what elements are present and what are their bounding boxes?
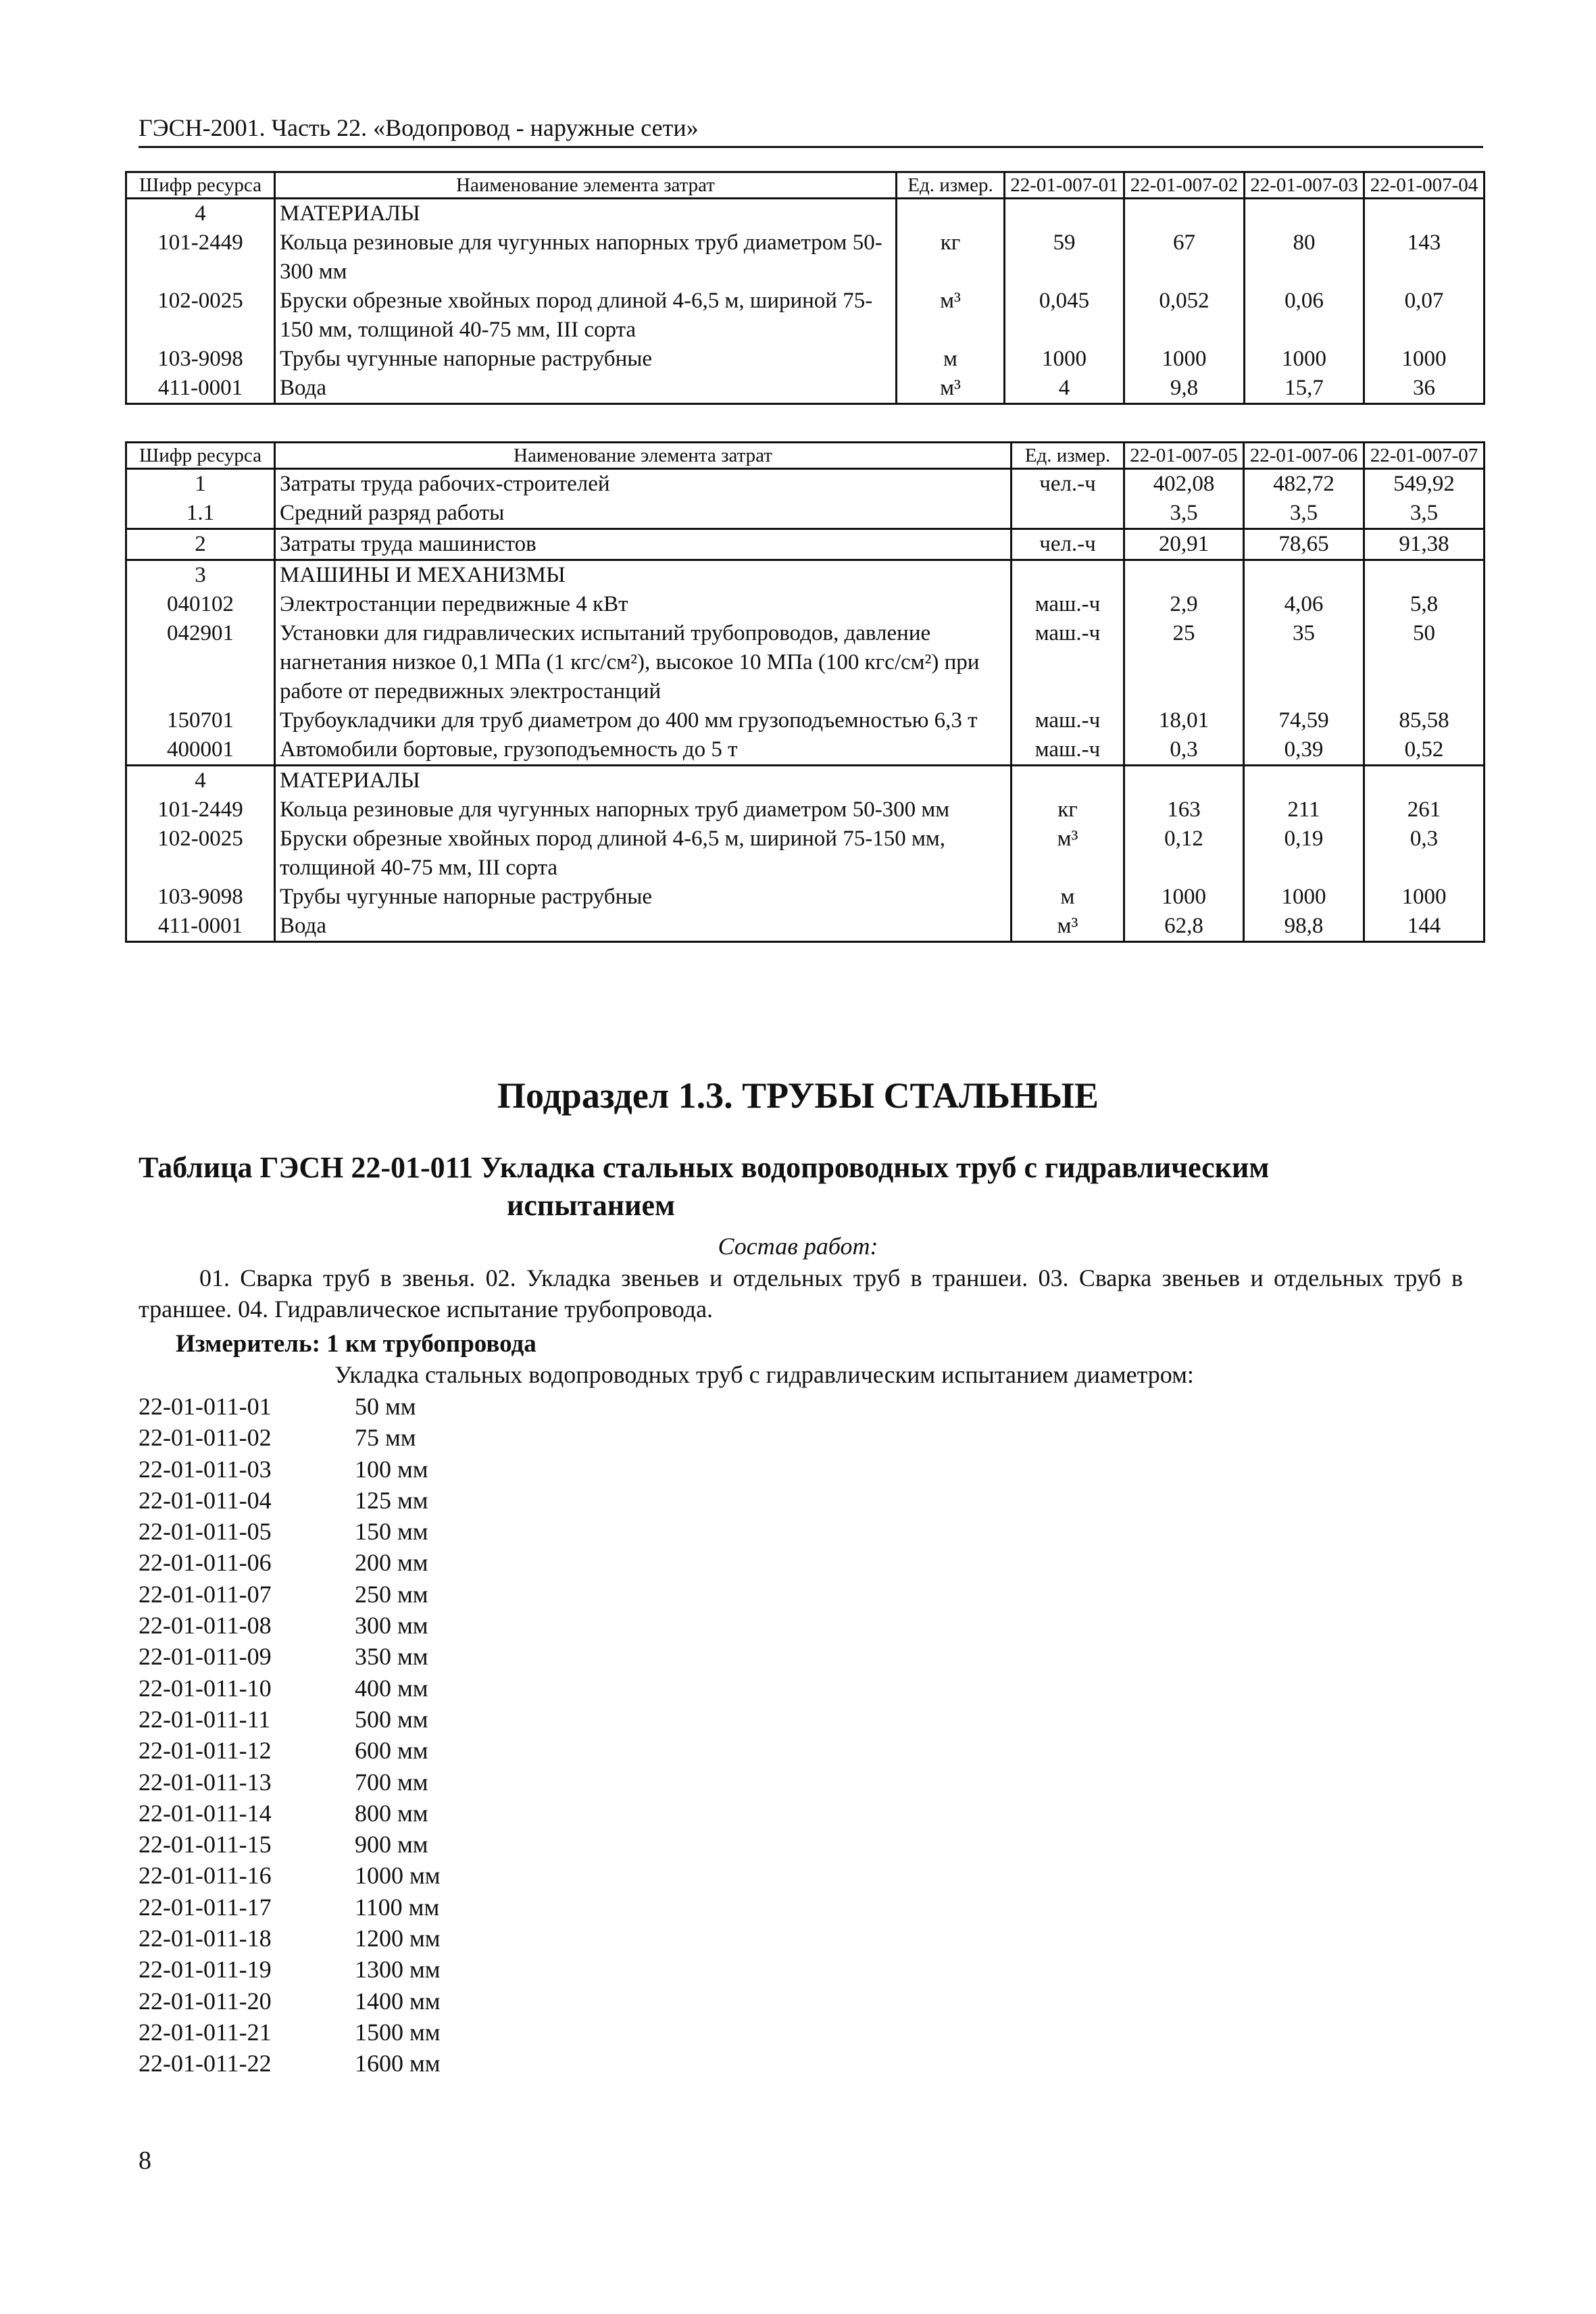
pipe-diameter: 1000 мм — [355, 1862, 441, 1890]
norm-value: 4 — [1005, 374, 1124, 404]
resource-name: Установки для гидравлических испытаний трубопроводов, давление нагнетания низкое 0,1 МПа (1 кгс/см²), высокое 10 МПа (100 кгс/см²) при работе от передвижных электростанций — [275, 619, 1012, 706]
norm-code: 22-01-011-18 — [139, 1925, 272, 1952]
resource-code: 400001 — [126, 735, 275, 766]
norm-value: 78,65 — [1244, 529, 1364, 560]
norm-value: 0,06 — [1245, 287, 1364, 345]
resource-unit: кг — [897, 228, 1005, 287]
col-norm-header: 22-01-007-05 — [1124, 443, 1244, 469]
list-item — [139, 1641, 441, 1672]
resource-code: 040102 — [126, 590, 275, 619]
norm-value — [1364, 766, 1485, 796]
resource-unit — [897, 199, 1005, 229]
resource-unit: м³ — [1012, 912, 1124, 942]
resource-code: 411-0001 — [126, 374, 275, 404]
norm-code: 22-01-011-22 — [139, 2050, 272, 2077]
norm-code: 22-01-011-16 — [139, 1862, 272, 1890]
table-row — [126, 912, 1485, 942]
resource-code: 102-0025 — [126, 824, 275, 883]
norm-value: 5,8 — [1364, 590, 1485, 619]
resource-name: Затраты труда машинистов — [275, 529, 1012, 560]
list-item — [139, 1547, 441, 1578]
resource-code: 4 — [126, 766, 275, 796]
norm-code: 22-01-011-11 — [139, 1705, 271, 1733]
norm-code: 22-01-011-12 — [139, 1737, 272, 1765]
list-item — [139, 1986, 441, 2017]
col-name-header: Наименование элемента затрат — [275, 172, 897, 199]
norm-value: 98,8 — [1244, 912, 1364, 942]
col-code-header: Шифр ресурса — [126, 172, 275, 199]
resource-unit: маш.-ч — [1012, 619, 1124, 706]
table-title-line: испытанием — [507, 1189, 675, 1222]
resource-name: Средний разряд работы — [275, 499, 1012, 529]
pipe-diameter: 400 мм — [355, 1674, 428, 1702]
table-row — [126, 795, 1485, 824]
pipe-diameter: 250 мм — [355, 1580, 428, 1608]
resource-name: Вода — [275, 912, 1012, 942]
resource-unit: м³ — [897, 287, 1005, 345]
resource-code: 101-2449 — [126, 228, 275, 287]
norm-value — [1364, 560, 1485, 591]
pipe-diameter: 125 мм — [355, 1486, 428, 1514]
resource-code: 101-2449 — [126, 795, 275, 824]
col-norm-header: 22-01-007-06 — [1244, 443, 1364, 469]
subsection-title: Подраздел 1.3. ТРУБЫ СТАЛЬНЫЕ — [497, 1075, 1099, 1116]
table-row — [126, 228, 1485, 287]
norm-value: 0,045 — [1005, 287, 1124, 345]
list-item — [139, 1892, 441, 1923]
pipe-diameter: 700 мм — [355, 1768, 428, 1796]
resource-unit — [1012, 766, 1124, 796]
norm-value: 3,5 — [1124, 499, 1244, 529]
pipe-diameter: 1200 мм — [355, 1925, 441, 1952]
col-norm-header: 22-01-007-03 — [1245, 172, 1364, 199]
norm-code: 22-01-011-03 — [139, 1455, 272, 1483]
norm-value — [1244, 560, 1364, 591]
resource-unit: маш.-ч — [1012, 706, 1124, 735]
norm-value: 1000 — [1124, 345, 1245, 374]
norm-value: 0,3 — [1364, 824, 1485, 883]
list-item — [139, 1516, 441, 1547]
table-title-line: Таблица ГЭСН 22-01-011 Укладка стальных водопроводных труб с гидравлическим — [139, 1151, 1270, 1184]
list-item — [139, 1610, 441, 1641]
col-unit-header: Ед. измер. — [1012, 443, 1124, 469]
list-item — [139, 1673, 441, 1704]
table-row — [126, 883, 1485, 912]
table-row — [126, 560, 1485, 591]
list-item — [139, 2017, 441, 2048]
resource-name: МАШИНЫ И МЕХАНИЗМЫ — [275, 560, 1012, 591]
list-item — [139, 1704, 441, 1735]
works-description: 01. Сварка труб в звенья. 02. Укладка звеньев и отдельных труб в траншеи. 03. Сварка звеньев и отдельных труб в траншее. 04. Гидравлическое испытание трубопровода. — [139, 1264, 1463, 1323]
resource-unit: чел.-ч — [1012, 529, 1124, 560]
norm-value: 59 — [1005, 228, 1124, 287]
resource-code: 042901 — [126, 619, 275, 706]
norm-value: 402,08 — [1124, 469, 1244, 499]
table-title — [139, 1149, 1483, 1225]
resource-code: 150701 — [126, 706, 275, 735]
resource-unit: м³ — [1012, 824, 1124, 883]
norm-value: 25 — [1124, 619, 1244, 706]
table-row — [126, 529, 1485, 560]
norm-value: 1000 — [1364, 345, 1485, 374]
norm-value — [1364, 199, 1485, 229]
norm-value: 62,8 — [1124, 912, 1244, 942]
table-header-row — [126, 172, 1485, 199]
resource-code: 2 — [126, 529, 275, 560]
resource-unit — [1012, 560, 1124, 591]
norm-code: 22-01-011-21 — [139, 2018, 272, 2046]
table-row — [126, 374, 1485, 404]
norm-value: 35 — [1244, 619, 1364, 706]
table-row — [126, 590, 1485, 619]
norm-value: 482,72 — [1244, 469, 1364, 499]
resource-name: Бруски обрезные хвойных пород длиной 4-6,5 м, шириной 75-150 мм, толщиной 40-75 мм, III сорта — [275, 287, 897, 345]
pipe-diameter: 1300 мм — [355, 1956, 441, 1984]
list-item — [139, 1485, 441, 1516]
norm-code: 22-01-011-17 — [139, 1893, 272, 1921]
col-unit-header: Ед. измер. — [897, 172, 1005, 199]
norm-value: 211 — [1244, 795, 1364, 824]
table-row — [126, 499, 1485, 529]
norm-value: 1000 — [1124, 883, 1244, 912]
norm-value: 3,5 — [1364, 499, 1485, 529]
resource-name: Трубы чугунные напорные раструбные — [275, 345, 897, 374]
resource-code: 3 — [126, 560, 275, 591]
table-row — [126, 345, 1485, 374]
norms-intro: Укладка стальных водопроводных труб с гидравлическим испытанием диаметром: — [334, 1361, 1194, 1388]
norm-code-list — [139, 1391, 441, 2079]
list-item — [139, 1422, 441, 1453]
list-item — [139, 1829, 441, 1860]
norm-value: 163 — [1124, 795, 1244, 824]
col-norm-header: 22-01-007-04 — [1364, 172, 1485, 199]
norm-value: 9,8 — [1124, 374, 1245, 404]
col-code-header: Шифр ресурса — [126, 443, 275, 469]
norm-value: 0,12 — [1124, 824, 1244, 883]
list-item — [139, 2048, 441, 2079]
resource-name: Затраты труда рабочих-строителей — [275, 469, 1012, 499]
pipe-diameter: 150 мм — [355, 1518, 428, 1546]
norm-code: 22-01-011-20 — [139, 1987, 272, 2015]
norm-code: 22-01-011-08 — [139, 1612, 272, 1640]
pipe-diameter: 1100 мм — [355, 1893, 440, 1921]
pipe-diameter: 500 мм — [355, 1705, 428, 1733]
col-name-header: Наименование элемента затрат — [275, 443, 1012, 469]
norm-value: 1000 — [1245, 345, 1364, 374]
norm-value: 0,07 — [1364, 287, 1485, 345]
resource-code: 1.1 — [126, 499, 275, 529]
list-item — [139, 1767, 441, 1798]
resource-code: 102-0025 — [126, 287, 275, 345]
pipe-diameter: 200 мм — [355, 1549, 428, 1577]
resource-unit — [1012, 499, 1124, 529]
norm-value: 1000 — [1005, 345, 1124, 374]
resource-name: Вода — [275, 374, 897, 404]
table-row — [126, 469, 1485, 499]
resource-table-007-05-07 — [125, 441, 1485, 943]
norm-value: 0,052 — [1124, 287, 1245, 345]
norm-value: 2,9 — [1124, 590, 1244, 619]
pipe-diameter: 75 мм — [355, 1424, 416, 1452]
list-item — [139, 1860, 441, 1891]
works-heading: Состав работ: — [718, 1233, 878, 1260]
pipe-diameter: 900 мм — [355, 1831, 428, 1858]
norm-value: 144 — [1364, 912, 1485, 942]
norm-value: 0,52 — [1364, 735, 1485, 766]
norm-value: 1000 — [1244, 883, 1364, 912]
resource-unit: м³ — [897, 374, 1005, 404]
pipe-diameter: 350 мм — [355, 1643, 428, 1671]
pipe-diameter: 50 мм — [355, 1393, 416, 1420]
norm-value: 4,06 — [1244, 590, 1364, 619]
resource-name: Трубоукладчики для труб диаметром до 400 мм грузоподъемностью 6,3 т — [275, 706, 1012, 735]
resource-unit: маш.-ч — [1012, 590, 1124, 619]
norm-value — [1124, 199, 1245, 229]
norm-value: 36 — [1364, 374, 1485, 404]
table-row — [126, 287, 1485, 345]
norm-code: 22-01-011-04 — [139, 1486, 272, 1514]
norm-value: 85,58 — [1364, 706, 1485, 735]
resource-unit: кг — [1012, 795, 1124, 824]
norm-value: 0,39 — [1244, 735, 1364, 766]
norm-value: 1000 — [1364, 883, 1485, 912]
norm-value: 80 — [1245, 228, 1364, 287]
resource-name: Бруски обрезные хвойных пород длиной 4-6,5 м, шириной 75-150 мм, толщиной 40-75 мм, III сорта — [275, 824, 1012, 883]
resource-name: Электростанции передвижные 4 кВт — [275, 590, 1012, 619]
resource-name: Кольца резиновые для чугунных напорных труб диаметром 50-300 мм — [275, 228, 897, 287]
resource-code: 4 — [126, 199, 275, 229]
norm-code: 22-01-011-09 — [139, 1643, 272, 1671]
list-item — [139, 1735, 441, 1766]
table-row — [126, 706, 1485, 735]
norm-code: 22-01-011-15 — [139, 1831, 272, 1858]
norm-value: 549,92 — [1364, 469, 1485, 499]
resource-unit: м — [1012, 883, 1124, 912]
norm-code: 22-01-011-07 — [139, 1580, 272, 1608]
norm-value — [1124, 766, 1244, 796]
norm-value: 20,91 — [1124, 529, 1244, 560]
table-header-row — [126, 443, 1485, 469]
col-norm-header: 22-01-007-01 — [1005, 172, 1124, 199]
norm-value — [1244, 766, 1364, 796]
norm-value: 50 — [1364, 619, 1485, 706]
resource-unit: м — [897, 345, 1005, 374]
norm-code: 22-01-011-10 — [139, 1674, 272, 1702]
pipe-diameter: 1400 мм — [355, 1987, 441, 2015]
list-item — [139, 1579, 441, 1610]
norm-value: 74,59 — [1244, 706, 1364, 735]
norm-value: 143 — [1364, 228, 1485, 287]
norm-code: 22-01-011-06 — [139, 1549, 272, 1577]
list-item — [139, 1391, 441, 1422]
resource-table-007-01-04 — [125, 171, 1485, 405]
norm-value: 0,19 — [1244, 824, 1364, 883]
resource-name: Автомобили бортовые, грузоподъемность до 5 т — [275, 735, 1012, 766]
pipe-diameter: 300 мм — [355, 1612, 428, 1640]
list-item — [139, 1454, 441, 1485]
norm-value: 0,3 — [1124, 735, 1244, 766]
pipe-diameter: 1500 мм — [355, 2018, 441, 2046]
resource-name: Кольца резиновые для чугунных напорных труб диаметром 50-300 мм — [275, 795, 1012, 824]
table-row — [126, 619, 1485, 706]
norm-value: 67 — [1124, 228, 1245, 287]
norm-value — [1124, 560, 1244, 591]
resource-unit: чел.-ч — [1012, 469, 1124, 499]
norm-code: 22-01-011-13 — [139, 1768, 272, 1796]
table-row — [126, 735, 1485, 766]
pipe-diameter: 1600 мм — [355, 2050, 441, 2077]
norm-value — [1005, 199, 1124, 229]
resource-code: 103-9098 — [126, 345, 275, 374]
norm-code: 22-01-011-14 — [139, 1799, 272, 1827]
table-row — [126, 766, 1485, 796]
pipe-diameter: 100 мм — [355, 1455, 428, 1483]
norm-code: 22-01-011-05 — [139, 1518, 272, 1546]
col-norm-header: 22-01-007-02 — [1124, 172, 1245, 199]
norm-value: 15,7 — [1245, 374, 1364, 404]
col-norm-header: 22-01-007-07 — [1364, 443, 1485, 469]
pipe-diameter: 600 мм — [355, 1737, 428, 1765]
resource-name: МАТЕРИАЛЫ — [275, 766, 1012, 796]
page-number: 8 — [139, 2146, 151, 2175]
norm-value: 18,01 — [1124, 706, 1244, 735]
list-item — [139, 1923, 441, 1954]
resource-name: МАТЕРИАЛЫ — [275, 199, 897, 229]
table-row — [126, 199, 1485, 229]
resource-unit: маш.-ч — [1012, 735, 1124, 766]
norm-value — [1245, 199, 1364, 229]
resource-code: 103-9098 — [126, 883, 275, 912]
norm-code: 22-01-011-01 — [139, 1393, 272, 1420]
list-item — [139, 1954, 441, 1985]
norm-value: 91,38 — [1364, 529, 1485, 560]
resource-code: 1 — [126, 469, 275, 499]
pipe-diameter: 800 мм — [355, 1799, 428, 1827]
resource-name: Трубы чугунные напорные раструбные — [275, 883, 1012, 912]
norm-value: 261 — [1364, 795, 1485, 824]
measurement-unit: Измеритель: 1 км трубопровода — [176, 1330, 537, 1358]
norm-value: 3,5 — [1244, 499, 1364, 529]
norm-code: 22-01-011-19 — [139, 1956, 272, 1984]
page-header: ГЭСН-2001. Часть 22. «Водопровод - наружные сети» — [139, 114, 1483, 148]
table-row — [126, 824, 1485, 883]
norm-code: 22-01-011-02 — [139, 1424, 272, 1452]
resource-code: 411-0001 — [126, 912, 275, 942]
list-item — [139, 1798, 441, 1829]
